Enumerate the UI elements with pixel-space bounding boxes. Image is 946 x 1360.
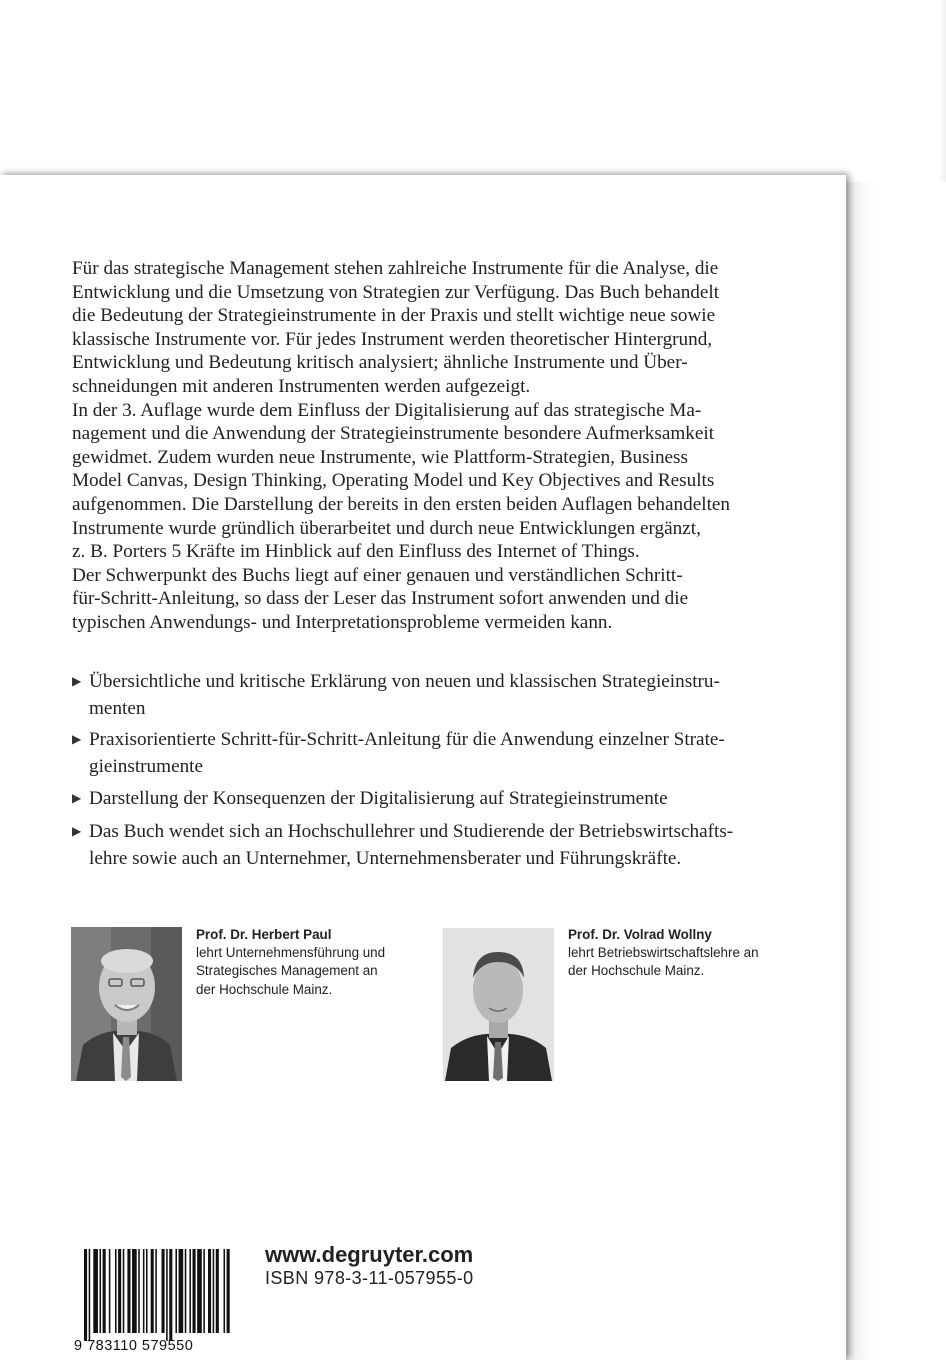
blurb-line: die Bedeutung der Strategieinstrumente in der Praxis und stellt wichtige neue sowie [72,305,716,327]
author-photo-wollny [443,928,554,1081]
blurb-text [72,257,792,635]
barcode-graphic [72,1249,235,1352]
blurb-line: für-Schritt-Anleitung, so dass der Leser das Instrument sofort anwenden und die [72,588,689,610]
blurb-line: schneidungen mit anderen Instrumenten werden aufgezeigt. [72,375,531,397]
blurb-line: Entwicklung und die Umsetzung von Strategien zur Verfügung. Das Buch behandelt [72,281,720,303]
barcode-bar [143,1249,145,1333]
barcode-bar [208,1249,211,1333]
triangle-bullet-icon: ▶ [72,824,82,838]
author-name: Prof. Dr. Herbert Paul [196,927,332,942]
barcode-bar [115,1249,117,1333]
author-bio-line: der Hochschule Mainz. [196,981,333,997]
barcode-bar [203,1249,205,1333]
list-item-line: gieinstrumente [89,756,204,778]
blurb-line: typischen Anwendungs- und Interpretationsprobleme vermeiden kann. [72,611,613,633]
barcode-bar [224,1249,226,1333]
triangle-bullet-icon: ▶ [72,674,82,688]
barcode-bar [127,1249,130,1333]
blurb-line: klassische Instrumente vor. Für jedes Instrument werden theoretischer Hintergrund, [72,328,713,350]
blurb-line: Instrumente wurde gründlich überarbeitet und durch neue Entwicklungen ergänzt, [72,517,701,539]
barcode-bar [216,1249,219,1333]
barcode-bar [169,1249,172,1341]
author-photo-paul [71,927,182,1081]
author-bio-line: lehrt Betriebswirtschaftslehre an [568,945,759,961]
barcode-digits: 9 783110 579550 [74,1338,194,1352]
list-item-line: menten [89,698,146,720]
blurb-line: In der 3. Auflage wurde dem Einfluss der Digitalisierung auf das strategische Ma- [72,399,702,421]
barcode-bar [109,1249,111,1333]
author-bio-line: Strategisches Management an [196,963,378,979]
barcode-bar [193,1249,196,1333]
triangle-bullet-icon: ▶ [72,732,82,746]
list-item [72,785,668,812]
book-spine [846,182,946,1360]
barcode-bar [175,1249,177,1333]
list-item [72,668,720,722]
blurb-line: Der Schwerpunkt des Buchs liegt auf einer genauen und verständlichen Schritt- [72,564,683,586]
barcode-bar [179,1249,184,1333]
barcode-bar [185,1249,187,1333]
blurb-line: aufgenommen. Die Darstellung der bereits in den ersten beiden Auflagen behandelten [72,493,731,515]
barcode-bar [123,1249,125,1333]
barcode-bar [138,1249,140,1333]
author-info-paul [196,926,426,999]
barcode-bar [100,1249,102,1333]
blurb-line: gewidmet. Zudem wurden neue Instrumente, wie Plattform-Strategien, Business [72,446,688,468]
list-item [72,818,733,872]
portrait-paul [71,927,182,1081]
author-bio-line: lehrt Unternehmensführung und [196,945,386,961]
barcode-bar [84,1249,87,1341]
barcode-bar [162,1249,165,1333]
barcode-bar [166,1249,168,1341]
barcode-bar [146,1249,148,1333]
list-item [72,726,725,780]
blurb-line: Model Canvas, Design Thinking, Operating Model und Key Objectives and Results [72,470,715,492]
barcode-bar [197,1249,202,1333]
barcode-bar [89,1249,91,1341]
isbn-barcode [72,1249,235,1352]
blurb-line: Entwicklung und Bedeutung kritisch analysiert; ähnliche Instrumente und Über- [72,352,688,374]
author-name: Prof. Dr. Volrad Wollny [568,927,712,942]
blurb-line: nagement und die Anwendung der Strategieinstrumente besondere Aufmerksamkeit [72,423,715,445]
author-info-wollny [568,926,808,981]
blurb-line: Für das strategische Management stehen zahlreiche Instrumente für die Analyse, die [72,258,719,279]
barcode-bar [213,1249,215,1333]
list-item-line: Das Buch wendet sich an Hochschullehrer und Studierende der Betriebswirtschafts- [89,821,734,842]
barcode-bar [227,1249,230,1333]
publisher-website: www.degruyter.com [265,1242,474,1267]
author-bio-line: der Hochschule Mainz. [568,963,705,979]
barcode-bar [155,1249,157,1333]
portrait-wollny [443,928,554,1081]
barcode-bar [93,1249,98,1333]
list-item-line: Darstellung der Konsequenzen der Digitalisierung auf Strategieinstrumente [89,788,668,809]
blurb-line: z. B. Porters 5 Kräfte im Hinblick auf den Einfluss des Internet of Things. [72,541,640,563]
barcode-bar [118,1249,121,1333]
triangle-bullet-icon: ▶ [72,791,82,805]
barcode-bar [151,1249,154,1333]
list-item-line: Übersichtliche und kritische Erklärung von neuen und klassischen Strategieinstru- [89,671,720,692]
list-item-line: lehre sowie auch an Unternehmer, Unternehmensberater und Führungskräfte. [89,848,682,870]
barcode-bar [132,1249,137,1333]
barcode-bar [103,1249,106,1333]
barcode-bar [189,1249,191,1333]
list-item-line: Praxisorientierte Schritt-für-Schritt-Anleitung für die Anwendung einzelner Strate- [89,729,725,750]
isbn-number: ISBN 978-3-11-057955-0 [265,1268,474,1288]
